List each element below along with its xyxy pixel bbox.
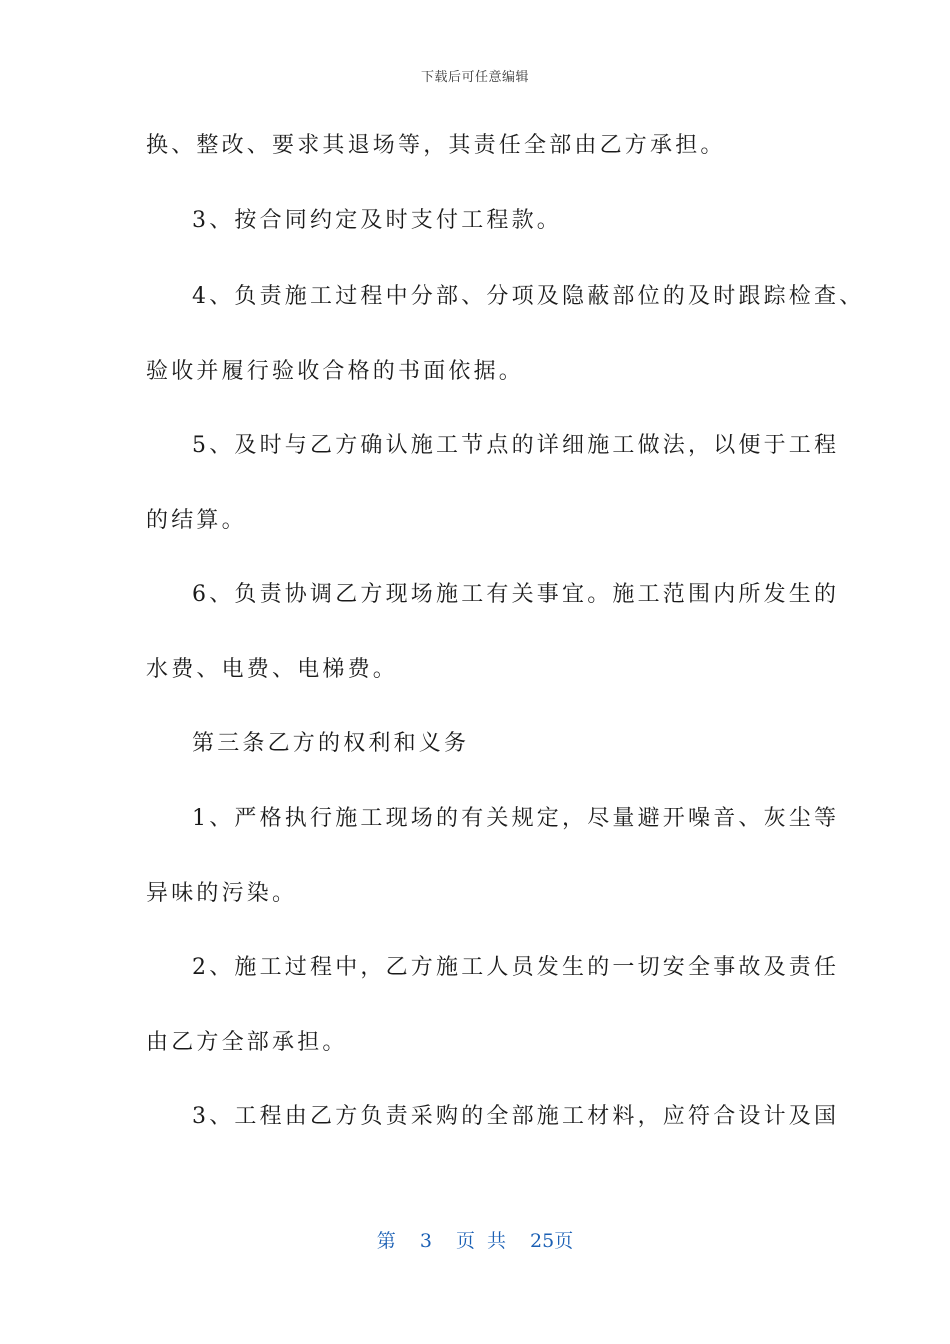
- footer-middle: 页 共: [455, 1230, 506, 1252]
- body-line: 5、及时与乙方确认施工节点的详细施工做法，以便于工程: [192, 433, 840, 458]
- body-line: 由乙方全部承担。: [146, 1030, 348, 1055]
- header-note: 下载后可任意编辑: [420, 70, 529, 85]
- body-line: 1、严格执行施工现场的有关规定，尽量避开噪音、灰尘等: [192, 806, 840, 831]
- body-line: 3、按合同约定及时支付工程款。: [192, 208, 562, 233]
- body-line: 2、施工过程中，乙方施工人员发生的一切安全事故及责任: [192, 955, 840, 980]
- body-line: 换、整改、要求其退场等，其责任全部由乙方承担。: [146, 133, 726, 158]
- page-number-footer: [0, 1226, 950, 1253]
- body-line: 验收并履行验收合格的书面依据。: [146, 359, 525, 384]
- body-line: 6、负责协调乙方现场施工有关事宜。施工范围内所发生的: [192, 582, 840, 607]
- body-line: 3、工程由乙方负责采购的全部施工材料，应符合设计及国: [192, 1104, 840, 1129]
- body-line: 水费、电费、电梯费。: [146, 657, 399, 682]
- current-page-number: 3: [419, 1230, 432, 1252]
- section-heading: 第三条乙方的权利和义务: [192, 731, 470, 756]
- body-line: 异味的污染。: [146, 881, 298, 906]
- footer-prefix: 第: [376, 1230, 396, 1252]
- body-line: 的结算。: [146, 508, 247, 533]
- total-pages: 25页: [530, 1230, 574, 1252]
- body-line: 4、负责施工过程中分部、分项及隐蔽部位的及时跟踪检查、: [192, 284, 865, 309]
